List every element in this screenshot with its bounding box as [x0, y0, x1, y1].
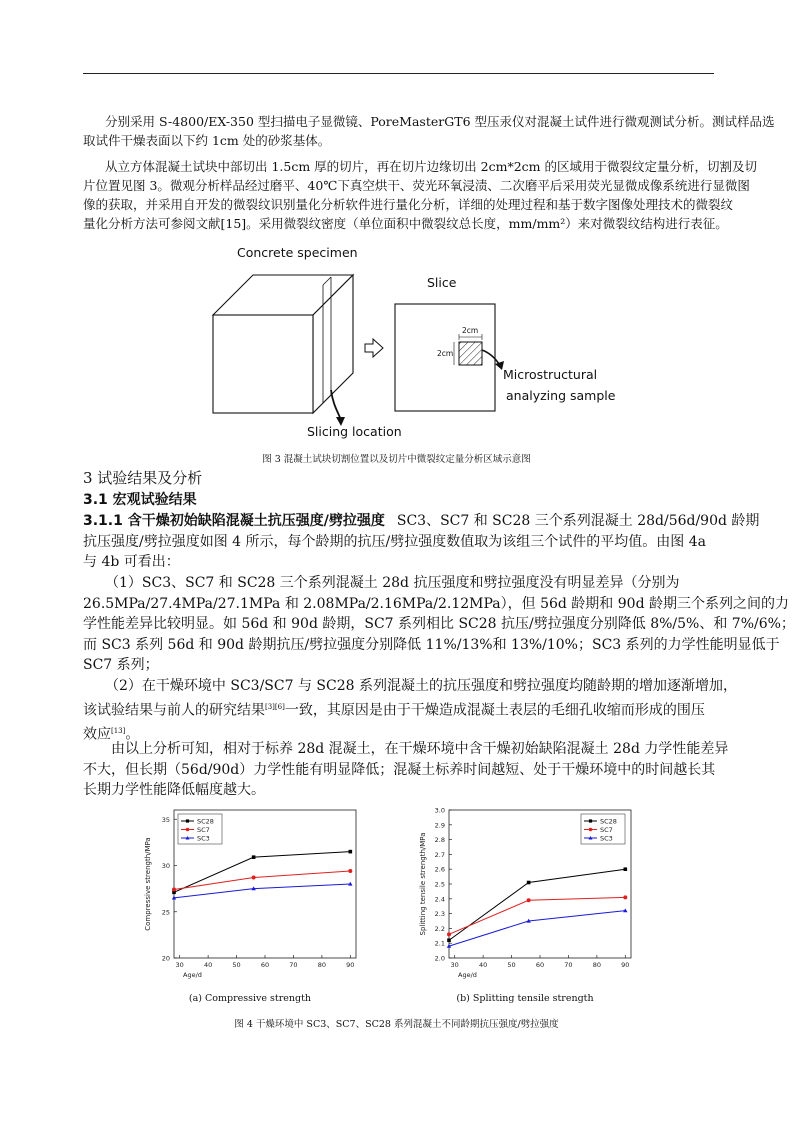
text-line: 分别采用 S-4800/EX-350 型扫描电子显微镜、PoreMasterGT6 型压汞仪对混凝土试件进行微观测试分析。测试样品选 — [105, 114, 775, 129]
data-point — [624, 867, 628, 871]
x-tick-label: 30 — [175, 961, 184, 969]
paragraph-1 — [83, 112, 775, 150]
data-point — [527, 898, 531, 902]
x-tick-label: 40 — [478, 961, 488, 969]
label-2cm-top: 2cm — [462, 326, 479, 335]
data-point — [349, 850, 353, 854]
section-3-1-heading: 3.1 宏观试验结果 — [83, 492, 197, 508]
y-tick-label: 2.4 — [434, 895, 445, 904]
y-axis-label: Compressive strength/MPa — [144, 837, 152, 931]
y-tick-label: 2.7 — [434, 850, 445, 859]
text-line: 26.5MPa/27.4MPa/27.1MPa 和 2.08MPa/2.16MPa/2.12MPa），但 56d 龄期和 90d 龄期三个系列之间的力 — [83, 595, 789, 612]
y-tick-label: 20 — [161, 954, 170, 963]
figure-4a-caption: (a) Compressive strength — [188, 993, 312, 1004]
citation: [13] — [111, 726, 126, 735]
text-line: 从立方体混凝土试块中部切出 1.5cm 厚的切片，再在切片边缘切出 2cm*2cm 的区域用于微裂纹定量分析，切割及切 — [105, 159, 757, 174]
x-tick-label: 40 — [203, 961, 213, 969]
text-line: 像的获取，并采用自开发的微裂纹识别量化分析软件进行量化分析，详细的处理过程和基于数字图像处理技术的微裂纹 — [83, 197, 734, 212]
text-line: 而 SC3 系列 56d 和 90d 龄期抗压/劈拉强度分别降低 11%/13%和 13%/10%；SC3 系列的力学性能明显低于 — [83, 636, 780, 653]
section-3-heading: 3 试验结果及分析 — [83, 469, 203, 487]
figure-4-caption: 图 4 干燥环境中 SC3、SC7、SC28 系列混凝土不同龄期抗压强度/劈拉强度 — [234, 1019, 559, 1030]
paragraph-5 — [83, 676, 737, 745]
y-tick-label: 2.6 — [434, 865, 445, 874]
process-arrow-icon — [365, 339, 383, 357]
data-point — [623, 895, 627, 899]
data-point — [447, 938, 451, 942]
text-line: 该试验结果与前人的研究结果[3][6]一致，其原因是由于干燥造成混凝土表层的毛细孔收缩而形成的围压 — [83, 702, 705, 719]
legend-marker — [589, 819, 592, 822]
legend-label: SC7 — [197, 825, 210, 834]
y-tick-label: 2.9 — [434, 821, 445, 830]
figure-3-caption: 图 3 混凝土试块切割位置以及切片中微裂纹定量分析区域示意图 — [262, 454, 531, 465]
y-tick-label: 35 — [161, 815, 170, 824]
y-tick-label: 2.5 — [434, 880, 445, 889]
citation: [3][6] — [265, 702, 285, 711]
header-rule — [83, 73, 714, 74]
label-slice: Slice — [427, 275, 457, 290]
label-analyzing-sample: analyzing sample — [506, 388, 616, 403]
legend-marker — [186, 828, 190, 832]
data-point — [252, 855, 256, 859]
x-tick-label: 30 — [450, 961, 459, 969]
subsection-heading: 3.1.1 含干燥初始缺陷混凝土抗压强度/劈拉强度 — [83, 513, 385, 529]
x-tick-label: 70 — [289, 961, 298, 969]
y-tick-label: 2.0 — [434, 954, 445, 963]
figure-3-diagram — [195, 240, 615, 442]
paragraph-6 — [83, 739, 729, 801]
text-line: 量化分析方法可参阅文献[15]。采用微裂纹密度（单位面积中微裂纹总长度，mm/mm²）来对微裂纹结构进行表征。 — [83, 216, 728, 231]
text-line: 与 4b 可看出： — [83, 554, 180, 570]
x-axis-label: Age/d — [183, 971, 202, 979]
data-point — [252, 876, 256, 880]
label-concrete-specimen: Concrete specimen — [237, 245, 358, 260]
paragraph-2 — [83, 157, 757, 233]
x-tick-label: 50 — [232, 961, 241, 969]
legend-label: SC7 — [600, 825, 613, 834]
y-tick-label: 3.0 — [434, 806, 445, 815]
text-line: （2）在干燥环境中 SC3/SC7 与 SC28 系列混凝土的抗压强度和劈拉强度均随龄期的增加逐渐增加， — [105, 678, 737, 694]
data-point — [527, 881, 531, 885]
text-line: 3.1.1 含干燥初始缺陷混凝土抗压强度/劈拉强度 SC3、SC7 和 SC28 三个系列混凝土 28d/56d/90d 龄期 — [83, 513, 760, 529]
label-2cm-left: 2cm — [437, 349, 454, 358]
label-microstructural: Microstructural — [503, 367, 598, 382]
label-slicing-location: Slicing location — [307, 424, 402, 439]
arrow-line — [331, 390, 341, 420]
legend-label: SC3 — [600, 834, 613, 843]
data-point — [172, 888, 176, 892]
sample-region — [459, 342, 482, 365]
y-tick-label: 2.3 — [434, 910, 445, 919]
y-tick-label: 2.2 — [434, 924, 445, 933]
text-line: 长期力学性能降低幅度越大。 — [83, 782, 265, 798]
x-tick-label: 70 — [564, 961, 573, 969]
y-tick-label: 2.1 — [434, 939, 445, 948]
data-point — [447, 932, 451, 936]
text-line: 抗压强度/劈拉强度如图 4 所示，每个龄期的抗压/劈拉强度数值取为该组三个试件的平均值。由图 4a — [83, 533, 706, 550]
x-tick-label: 90 — [346, 961, 355, 969]
text-line: 由以上分析可知，相对于标养 28d 混凝土，在干燥环境中含干燥初始缺陷混凝土 28d 力学性能差异 — [111, 741, 729, 757]
text-line: 片位置见图 3。微观分析样品经过磨平、40℃下真空烘干、荧光环氧浸渍、二次磨平后采用荧光显微成像系统进行显微图 — [83, 178, 750, 193]
text-line: 取试件干燥表面以下约 1cm 处的砂浆基体。 — [83, 133, 331, 148]
cube-front-face — [213, 315, 313, 413]
text-line: 不大，但长期（56d/90d）力学性能有明显降低；混凝土标养时间越短、处于干燥环境中的时间越长其 — [83, 761, 716, 778]
legend-label: SC28 — [197, 817, 214, 826]
x-tick-label: 90 — [621, 961, 630, 969]
x-tick-label: 80 — [317, 961, 327, 969]
data-point — [348, 869, 352, 873]
x-tick-label: 50 — [507, 961, 516, 969]
text-line: 学性能差异比较明显。如 56d 和 90d 龄期，SC7 系列相比 SC28 抗压/劈拉强度分别降低 8%/5%、和 7%/6%； — [83, 616, 795, 632]
legend-marker — [186, 819, 189, 822]
text-line: （1）SC3、SC7 和 SC28 三个系列混凝土 28d 抗压强度和劈拉强度没有明显差异（分别为 — [105, 575, 680, 591]
legend-label: SC3 — [197, 834, 210, 843]
legend-marker — [589, 828, 593, 832]
y-tick-label: 2.8 — [434, 836, 445, 845]
x-tick-label: 80 — [592, 961, 602, 969]
y-tick-label: 25 — [161, 908, 170, 917]
y-tick-label: 30 — [161, 862, 170, 870]
legend-label: SC28 — [600, 817, 617, 826]
y-axis-label: Splitting tensile strength/MPa — [419, 832, 427, 936]
paragraph-3 — [83, 511, 760, 573]
x-axis-label: Age/d — [458, 971, 477, 979]
x-tick-label: 60 — [260, 961, 270, 969]
text-line: 效应[13]。 — [83, 726, 140, 743]
chart-splitting-tensile-strength — [405, 804, 645, 989]
figure-4b-caption: (b) Splitting tensile strength — [456, 993, 594, 1004]
text-line: SC7 系列； — [83, 657, 159, 673]
x-tick-label: 60 — [535, 961, 545, 969]
chart-compressive-strength — [130, 804, 370, 989]
paragraph-4 — [83, 573, 795, 676]
